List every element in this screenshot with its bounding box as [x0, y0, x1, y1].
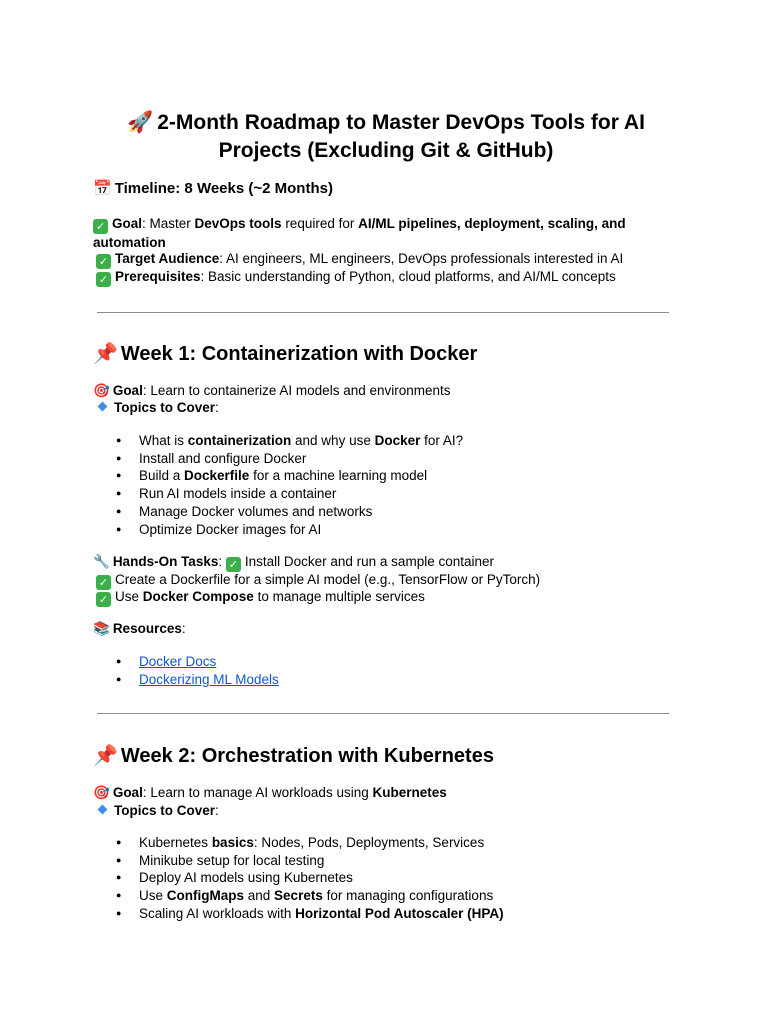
title-line-2: Projects (Excluding Git & GitHub) — [218, 139, 554, 162]
list-item: ● Install and configure Docker — [116, 450, 463, 468]
week1-heading: 📌 Week 1: Containerization with Docker — [93, 341, 478, 365]
list-item: ● Scaling AI workloads with Horizontal Pod Autoscaler (HPA) — [116, 905, 504, 923]
timeline-heading: 📅 Timeline: 8 Weeks (~2 Months) — [93, 179, 333, 197]
week1-resources-label: 📚 Resources: — [93, 621, 186, 637]
week1-resources-list — [116, 653, 279, 688]
week2-topics-list — [116, 834, 504, 923]
list-item: ● What is containerization and why use Docker for AI? — [116, 432, 463, 450]
list-item — [116, 653, 279, 671]
week2-heading: 📌 Week 2: Orchestration with Kubernetes — [93, 743, 494, 767]
target-icon: 🎯 — [93, 383, 110, 399]
week1-goal: 🎯 Goal: Learn to containerize AI models and environments — [93, 383, 451, 399]
check-icon: ✓ — [96, 272, 111, 287]
calendar-icon: 📅 — [93, 179, 112, 197]
list-item: ● Manage Docker volumes and networks — [116, 503, 463, 521]
intro-audience: ✓ Target Audience: AI engineers, ML engineers, DevOps professionals interested in AI — [96, 250, 623, 269]
list-item: ● Kubernetes basics: Nodes, Pods, Deployments, Services — [116, 834, 504, 852]
list-item: ● Optimize Docker images for AI — [116, 521, 463, 539]
title-line-1: 2-Month Roadmap to Master DevOps Tools for AI — [157, 111, 645, 134]
list-item: ● Run AI models inside a container — [116, 485, 463, 503]
week1-topics-label: Topics to Cover: — [93, 399, 219, 417]
week1-task-3: ✓ Use Docker Compose to manage multiple services — [96, 588, 425, 607]
list-item: ● Build a Dockerfile for a machine learning model — [116, 467, 463, 485]
rocket-icon: 🚀 — [127, 110, 154, 134]
list-item — [116, 671, 279, 689]
check-icon: ✓ — [93, 219, 108, 234]
intro-goal: ✓ Goal: Master DevOps tools required for AI/ML pipelines, deployment, scaling, and automation — [93, 216, 626, 250]
divider — [97, 713, 669, 714]
divider — [97, 312, 669, 313]
target-icon: 🎯 — [93, 785, 110, 801]
week2-goal: 🎯 Goal: Learn to manage AI workloads using Kubernetes — [93, 785, 447, 801]
week1-tasks: 🔧 Hands-On Tasks: ✓ Install Docker and run a sample container — [93, 554, 494, 571]
document-title — [96, 108, 676, 165]
check-icon: ✓ — [96, 592, 111, 607]
books-icon: 📚 — [93, 621, 110, 637]
list-item: ● Deploy AI models using Kubernetes — [116, 869, 504, 887]
dockerizing-ml-models-link[interactable]: Dockerizing ML Models — [139, 671, 279, 687]
week1-task-2: ✓ Create a Dockerfile for a simple AI model (e.g., TensorFlow or PyTorch) — [96, 571, 540, 590]
blue-diamond-icon — [98, 805, 108, 815]
intro-prerequisites: ✓ Prerequisites: Basic understanding of Python, cloud platforms, and AI/ML concepts — [96, 268, 616, 287]
week1-topics-list — [116, 432, 463, 538]
list-item: ● Minikube setup for local testing — [116, 852, 504, 870]
pushpin-icon: 📌 — [93, 743, 118, 767]
check-icon: ✓ — [96, 254, 111, 269]
check-icon: ✓ — [226, 557, 241, 572]
wrench-icon: 🔧 — [93, 554, 110, 570]
check-icon: ✓ — [96, 575, 111, 590]
list-item: ● Use ConfigMaps and Secrets for managing configurations — [116, 887, 504, 905]
pushpin-icon: 📌 — [93, 341, 118, 365]
blue-diamond-icon — [98, 402, 108, 412]
week2-topics-label: Topics to Cover: — [93, 802, 219, 820]
docker-docs-link[interactable]: Docker Docs — [139, 654, 217, 669]
